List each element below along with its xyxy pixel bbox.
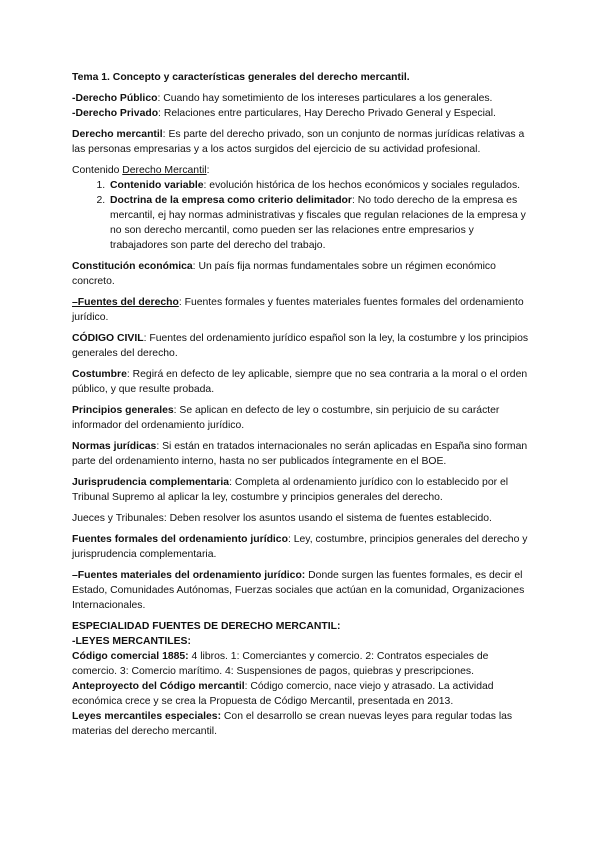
fuentes-formales-text: : Ley, costumbre, principios generales del derecho y jurisprudencia complementaria. <box>72 534 528 560</box>
especialidad-heading: ESPECIALIDAD FUENTES DE DERECHO MERCANTIL: <box>72 621 341 632</box>
document-title: Tema 1. Concepto y características generales del derecho mercantil. <box>72 72 410 83</box>
fuentes-paragraph <box>72 295 532 325</box>
constitucion-text: : Un país fija normas fundamentales sobre un régimen económico concreto. <box>72 261 496 287</box>
fuentes-term: –Fuentes del derecho <box>72 297 179 308</box>
list-item-text: : evolución histórica de los hechos económicos y sociales regulados. <box>203 180 521 191</box>
list-item-text: : No todo derecho de la empresa es mercantil, ej hay normas administrativas y fiscales que regulan relaciones de la empresa y no son derecho mercantil, como pueden ser las relaciones entre empresarios y trabajadores son parte del derecho del trabajo. <box>110 195 526 251</box>
constitucion-paragraph <box>72 259 532 289</box>
principios-term: Principios generales <box>72 405 174 416</box>
costumbre-term: Costumbre <box>72 369 127 380</box>
jueces-paragraph: Jueces y Tribunales: Deben resolver los asuntos usando el sistema de fuentes establecido. <box>72 513 492 524</box>
derecho-mercantil-term: Derecho mercantil <box>72 129 163 140</box>
codigo-comercial-term: Código comercial 1885: <box>72 651 189 662</box>
contenido-link: Derecho Mercantil <box>122 165 207 176</box>
derecho-publico-paragraph <box>72 91 532 106</box>
fuentes-materiales-paragraph <box>72 568 532 613</box>
list-item <box>108 193 532 253</box>
derecho-privado-paragraph <box>72 106 532 121</box>
codigo-civil-term: CÓDIGO CIVIL <box>72 333 144 344</box>
leyes-especiales-text: Con el desarrollo se crean nuevas leyes para regular todas las materias del derecho mercantil. <box>72 711 513 737</box>
anteproyecto-paragraph <box>72 679 532 709</box>
principios-paragraph <box>72 403 532 433</box>
normas-term: Normas jurídicas <box>72 441 157 452</box>
jurisprudencia-paragraph <box>72 475 532 505</box>
fuentes-text: : Fuentes formales y fuentes materiales fuentes formales del ordenamiento jurídico. <box>72 297 524 323</box>
derecho-publico-text: : Cuando hay sometimiento de los intereses particulares a los generales. <box>157 93 493 104</box>
normas-paragraph <box>72 439 532 469</box>
derecho-privado-text: : Relaciones entre particulares, Hay Derecho Privado General y Especial. <box>158 108 496 119</box>
fuentes-materiales-text: Donde surgen las fuentes formales, es decir el Estado, Comunidades Autónomas, Fuerzas sociales que actúan en la comunidad, Organizaciones Internacionales. <box>72 570 525 611</box>
fuentes-materiales-term: –Fuentes materiales del ordenamiento jurídico: <box>72 570 306 581</box>
constitucion-term: Constitución económica <box>72 261 193 272</box>
jurisprudencia-text: : Completa al ordenamiento jurídico con lo establecido por el Tribunal Supremo al aplicar la ley, costumbre y principios generales del derecho. <box>72 477 509 503</box>
derecho-mercantil-paragraph <box>72 127 532 157</box>
codigo-comercial-text: 4 libros. 1: Comerciantes y comercio. 2: Contratos especiales de comercio. 3: Comercio marítimo. 4: Suspensiones de pagos, quiebras y prescripciones. <box>72 651 489 677</box>
contenido-list <box>72 178 532 253</box>
codigo-civil-text: : Fuentes del ordenamiento jurídico español son la ley, la costumbre y los principios generales del derecho. <box>72 333 529 359</box>
leyes-especiales-term: Leyes mercantiles especiales: <box>72 711 222 722</box>
list-item <box>108 178 532 193</box>
contenido-suffix: : <box>206 165 210 176</box>
jurisprudencia-term: Jurisprudencia complementaria <box>72 477 230 488</box>
fuentes-formales-paragraph <box>72 532 532 562</box>
document-page <box>72 70 532 739</box>
list-item-term: Contenido variable <box>110 180 204 191</box>
costumbre-text: : Regirá en defecto de ley aplicable, siempre que no sea contraria a la moral o el orden público, y que resulte probada. <box>72 369 528 395</box>
derecho-mercantil-text: : Es parte del derecho privado, son un conjunto de normas jurídicas relativas a las personas empresarias y a los actos surgidos del ejercicio de su actividad profesional. <box>72 129 525 155</box>
codigo-civil-paragraph <box>72 331 532 361</box>
costumbre-paragraph <box>72 367 532 397</box>
leyes-heading: -LEYES MERCANTILES: <box>72 636 191 647</box>
derecho-publico-term: -Derecho Público <box>72 93 158 104</box>
anteproyecto-term: Anteproyecto del Código mercantil <box>72 681 245 692</box>
normas-text: : Si están en tratados internacionales no serán aplicadas en España sino forman parte del ordenamiento interno, hasta no ser publicados íntegramente en el BOE. <box>72 441 528 467</box>
anteproyecto-text: : Código comercio, nace viejo y atrasado. La actividad económica crece y se crea la Propuesta de Código Mercantil, presentada en 2013. <box>72 681 494 707</box>
derecho-privado-term: -Derecho Privado <box>72 108 159 119</box>
fuentes-formales-term: Fuentes formales del ordenamiento jurídico <box>72 534 288 545</box>
leyes-especiales-paragraph <box>72 709 532 739</box>
contenido-heading <box>72 163 532 178</box>
principios-text: : Se aplican en defecto de ley o costumbre, sin perjuicio de su carácter informador del ordenamiento jurídico. <box>72 405 500 431</box>
list-item-term: Doctrina de la empresa como criterio delimitador <box>110 195 352 206</box>
codigo-comercial-paragraph <box>72 649 532 679</box>
contenido-prefix: Contenido <box>72 165 123 176</box>
